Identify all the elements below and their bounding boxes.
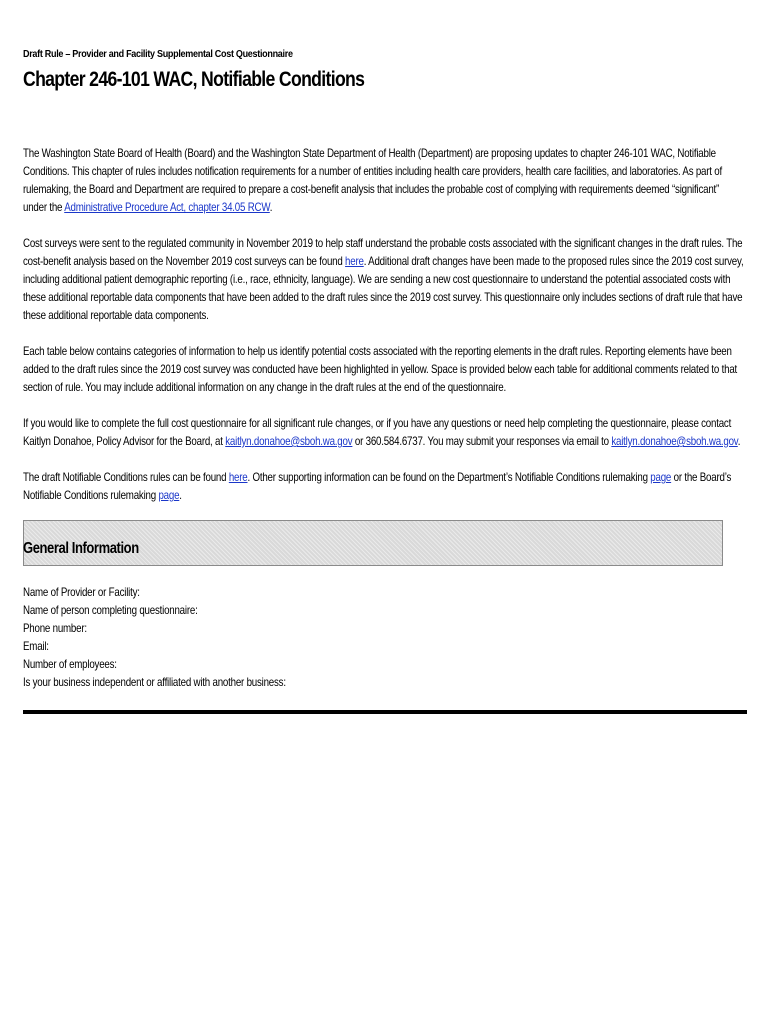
- paragraph-text: The Washington State Board of Health (Board) and the Washington State Department of Health (Department) are proposing updates to chapter 246-101 WAC, Notifiable Conditions. This chapter of rules includes notification requirements for a number of entities including health care providers, health care facilities, and laboratories. As part of rulemaking, the Board and Department are required to prepare a cost-benefit analysis that includes the probable cost of complying with requirements deemed “significant” under the: [23, 147, 722, 214]
- intro-paragraph-3: Each table below contains categories of information to help us identify potential costs associated with the reporting elements in the draft rules. Reporting elements have been added to the draft rules since the 2019 cost survey was conducted have been highlighted in yellow. Space is provided below each table for additional comments related to that section of rule. You may include additional information on any change in the draft rules at the end of the questionnaire.: [23, 345, 738, 394]
- board-rulemaking-page-link[interactable]: page: [158, 489, 180, 502]
- paragraph-text: . Additional draft changes have been made to the proposed rules since the 2019 cost survey, including additional patient demographic reporting (i.e., race, ethnicity, language). We are sending a new cost questionnaire to understand the potential associated costs with these additional reportable data components that have been added to the draft rules since the 2019 cost survey. This questionnaire only includes sections of draft rule that have these additional reportable data components.: [23, 255, 744, 322]
- section-divider: [23, 710, 747, 714]
- paragraph-text: or the Board’s Notifiable Conditions rulemaking: [23, 471, 732, 502]
- intro-paragraph-2: [23, 235, 745, 325]
- paragraph-text: If you would like to complete the full cost questionnaire for all significant rule changes, or if you have any questions or need help completing the questionnaire, please contact Kaitlyn Donahoe, Policy Advisor for the Board, at: [23, 417, 732, 448]
- intro-paragraph-5: [23, 469, 745, 505]
- respondent-name-label: Name of person completing questionnaire:: [23, 604, 198, 617]
- business-affiliation-label: Is your business independent or affiliated with another business:: [23, 676, 286, 689]
- contact-email-link[interactable]: kaitlyn.donahoe@sboh.wa.gov: [225, 435, 353, 448]
- paragraph-text: .: [737, 435, 741, 448]
- paragraph-text: Cost surveys were sent to the regulated community in November 2019 to help staff understand the probable costs associated with the significant changes in the draft rules. The cost-benefit analysis based on the November 2019 cost surveys can be found: [23, 237, 743, 268]
- general-information-fields: [23, 584, 286, 692]
- draft-rules-link[interactable]: here: [228, 471, 248, 484]
- paragraph-text: . Other supporting information can be found on the Department’s Notifiable Conditions rulemaking: [247, 471, 651, 484]
- apa-link[interactable]: Administrative Procedure Act, chapter 34.05 RCW: [64, 201, 270, 214]
- employee-count-label: Number of employees:: [23, 658, 117, 671]
- paragraph-text: The draft Notifiable Conditions rules can be found: [23, 471, 229, 484]
- submit-email-link[interactable]: kaitlyn.donahoe@sboh.wa.gov: [611, 435, 738, 448]
- department-rulemaking-page-link[interactable]: page: [650, 471, 672, 484]
- intro-paragraph-4: [23, 415, 745, 451]
- paragraph-text: .: [179, 489, 182, 502]
- page-title: Chapter 246-101 WAC, Notifiable Conditions: [23, 68, 365, 91]
- provider-name-label: Name of Provider or Facility:: [23, 586, 140, 599]
- cost-benefit-analysis-link[interactable]: here: [345, 255, 364, 268]
- paragraph-text: .: [269, 201, 273, 214]
- general-information-heading: General Information: [23, 540, 139, 557]
- document-subtitle: Draft Rule – Provider and Facility Supplemental Cost Questionnaire: [23, 48, 293, 60]
- email-label: Email:: [23, 640, 49, 653]
- phone-number-label: Phone number:: [23, 622, 87, 635]
- intro-paragraph-1: [23, 145, 745, 217]
- paragraph-text: or 360.584.6737. You may submit your responses via email to: [352, 435, 612, 448]
